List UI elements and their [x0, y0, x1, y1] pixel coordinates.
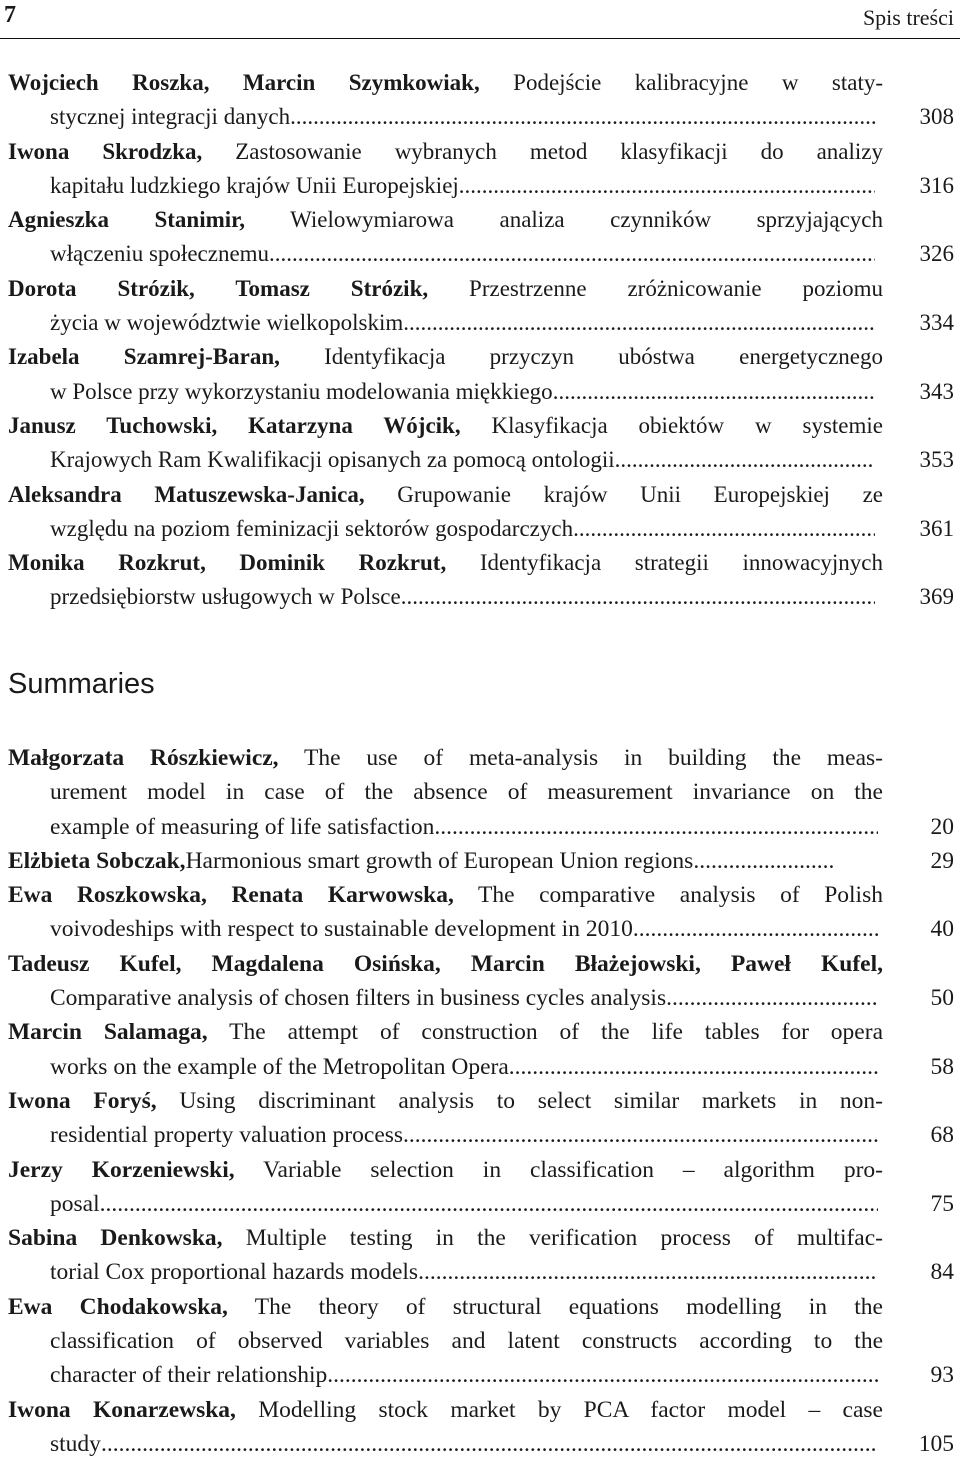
- dot-leader: [290, 100, 875, 134]
- dot-leader: [100, 1187, 878, 1221]
- dot-leader: [666, 981, 878, 1015]
- entry-first-line: [0, 947, 883, 981]
- entry-authors: Aleksandra Matuszewska-Janica,: [8, 481, 365, 507]
- toc-summaries-section: [0, 741, 960, 1461]
- entry-last-line: [0, 512, 875, 546]
- entry-authors: Janusz Tuchowski, Katarzyna Wójcik,: [8, 412, 461, 438]
- toc-entry[interactable]: [0, 741, 960, 844]
- entry-title-end: study: [50, 1430, 101, 1457]
- entry-last-line: [0, 237, 875, 271]
- entry-page-number: 75: [930, 1190, 954, 1217]
- dot-leader: [403, 306, 875, 340]
- entry-title: Zastosowanie wybranych metod klasyfikacji do analizy: [202, 138, 883, 164]
- entry-first-line: [0, 66, 883, 100]
- entry-title-end: Comparative analysis of chosen filters in business cycles analysis: [50, 985, 667, 1012]
- entry-first-line: [0, 135, 883, 169]
- entry-title: Klasyfikacja obiektów w systemie: [460, 412, 883, 438]
- entry-authors: Izabela Szamrej-Baran,: [8, 344, 280, 370]
- entry-authors: Tadeusz Kufel, Magdalena Osińska, Marcin Błażejowski, Paweł Kufel,: [8, 950, 883, 977]
- dot-leader: [269, 237, 875, 271]
- entry-authors: Agnieszka Stanimir,: [8, 207, 246, 233]
- entry-page-number: 20: [930, 813, 954, 840]
- dot-leader: [403, 1118, 878, 1152]
- entry-title: The use of meta-analysis in building the meas-: [278, 745, 883, 771]
- entry-last-line: [0, 1187, 878, 1221]
- toc-entry[interactable]: [0, 947, 960, 1016]
- entry-first-line: [0, 1290, 883, 1324]
- entry-page-number: 84: [930, 1259, 954, 1286]
- entry-page-number: 58: [930, 1053, 954, 1080]
- entry-title: Modelling stock market by PCA factor model – case: [235, 1396, 883, 1423]
- entry-authors: Ewa Chodakowska,: [8, 1293, 228, 1320]
- entry-first-line: [0, 741, 883, 775]
- entry-first-line: [0, 878, 883, 912]
- entry-title-end: voivodeships with respect to sustainable development in 2010: [50, 916, 633, 943]
- toc-entry[interactable]: [0, 478, 960, 547]
- dot-leader: [401, 580, 875, 614]
- entry-title-end: kapitału ludzkiego krajów Unii Europejskiej: [50, 172, 459, 198]
- entry-first-line: [0, 1393, 883, 1427]
- toc-entry[interactable]: [0, 1015, 960, 1084]
- dot-leader: [459, 169, 875, 203]
- page-number: 7: [4, 2, 16, 28]
- entry-page-number: 29: [930, 847, 954, 874]
- entry-title-end: Krajowych Ram Kwalifikacji opisanych za pomocą ontologii: [50, 447, 615, 473]
- entry-authors: Iwona Skrodzka,: [8, 138, 203, 164]
- entry-page-number: 93: [930, 1362, 954, 1389]
- entry-page-number: 68: [930, 1122, 954, 1149]
- dot-leader: [101, 1427, 878, 1461]
- entry-title: Using discriminant analysis to select similar markets in non-: [156, 1087, 883, 1114]
- entry-page-number: 343: [919, 378, 954, 404]
- entry-title-end: posal: [50, 1190, 100, 1217]
- toc-entry[interactable]: [0, 409, 960, 478]
- dot-leader: [573, 512, 875, 546]
- entry-title-end: residential property valuation process: [50, 1122, 404, 1149]
- entry-last-line: [0, 1050, 878, 1084]
- entry-last-line: [0, 1358, 878, 1392]
- entry-title: Grupowanie krajów Unii Europejskiej ze: [364, 481, 883, 507]
- toc-entry[interactable]: [0, 66, 960, 135]
- toc-entry[interactable]: [0, 1290, 960, 1393]
- entry-middle-line: classification of observed variables and latent constructs according to the: [50, 1328, 883, 1355]
- entry-page-number: 50: [930, 985, 954, 1012]
- entry-title-end: życia w województwie wielkopolskim: [50, 310, 404, 336]
- entry-last-line: [0, 844, 836, 878]
- entry-authors: Sabina Denkowska,: [8, 1225, 223, 1252]
- entry-last-line: [0, 443, 875, 477]
- entry-authors: Monika Rozkrut, Dominik Rozkrut,: [8, 550, 447, 576]
- entry-first-line: [0, 1221, 883, 1255]
- entry-page-number: 326: [919, 241, 954, 267]
- entry-last-line: [0, 810, 878, 844]
- entry-title-end: works on the example of the Metropolitan Opera: [50, 1053, 509, 1080]
- entry-page-number: 308: [919, 104, 954, 130]
- entry-last-line: [0, 100, 875, 134]
- entry-first-line: [0, 203, 883, 237]
- entry-page-number: 361: [919, 515, 954, 541]
- toc-entry[interactable]: [0, 340, 960, 409]
- entry-page-number: 334: [919, 310, 954, 336]
- entry-first-line: [0, 409, 883, 443]
- entry-page-number: 369: [919, 584, 954, 610]
- entry-first-line: [0, 272, 883, 306]
- entry-authors: Iwona Konarzewska,: [8, 1396, 236, 1423]
- entry-last-line: [0, 981, 878, 1015]
- toc-entry[interactable]: [0, 272, 960, 341]
- toc-entry[interactable]: [0, 1084, 960, 1153]
- toc-polish-section: [0, 66, 960, 615]
- entry-title: Harmonious smart growth of European Union regions: [185, 847, 694, 874]
- entry-authors: Dorota Strózik, Tomasz Strózik,: [8, 275, 429, 301]
- entry-title: Multiple testing in the verification process of multifac-: [222, 1225, 883, 1252]
- entry-last-line: [0, 1118, 878, 1152]
- entry-title: The comparative analysis of Polish: [453, 882, 883, 909]
- entry-last-line: [0, 169, 875, 203]
- toc-entry[interactable]: [0, 878, 960, 947]
- entry-title-end: torial Cox proportional hazards models: [50, 1259, 419, 1286]
- entry-title-end: stycznej integracji danych: [50, 104, 291, 130]
- entry-last-line: [0, 912, 878, 946]
- entry-page-number: 105: [918, 1430, 954, 1457]
- dot-leader: [327, 1358, 878, 1392]
- entry-title: Variable selection in classification – algorithm pro-: [234, 1156, 883, 1183]
- dot-leader: [693, 844, 836, 878]
- dot-leader: [509, 1050, 878, 1084]
- entry-authors: Elżbieta Sobczak,: [8, 847, 186, 874]
- entry-authors: Marcin Salamaga,: [8, 1019, 208, 1046]
- entry-last-line: [0, 1255, 878, 1289]
- entry-authors: Jerzy Korzeniewski,: [8, 1156, 235, 1183]
- toc-entry[interactable]: [0, 135, 960, 204]
- entry-last-line: [0, 1427, 878, 1461]
- entry-first-line: [0, 340, 883, 374]
- toc-entry[interactable]: [0, 546, 960, 615]
- entry-first-line: [0, 1015, 883, 1049]
- dot-leader: [418, 1255, 878, 1289]
- entry-title-end: example of measuring of life satisfaction: [50, 813, 435, 840]
- entry-title: Identyfikacja przyczyn ubóstwa energetycznego: [279, 344, 883, 370]
- toc-entry[interactable]: [0, 844, 960, 878]
- entry-title: Identyfikacja strategii innowacyjnych: [446, 550, 883, 576]
- entry-first-line: [0, 1153, 883, 1187]
- running-title: Spis treści: [862, 5, 954, 30]
- dot-leader: [633, 912, 878, 946]
- entry-title: Przestrzenne zróżnicowanie poziomu: [428, 275, 883, 301]
- entry-last-line: [0, 580, 875, 614]
- entry-page-number: 40: [930, 916, 954, 943]
- entry-authors: Ewa Roszkowska, Renata Karwowska,: [8, 882, 454, 909]
- entry-title: Wielowymiarowa analiza czynników sprzyjających: [245, 207, 883, 233]
- toc-entry[interactable]: [0, 1393, 960, 1462]
- entry-title-end: character of their relationship: [50, 1362, 328, 1389]
- entry-middle-line: urement model in case of the absence of measurement invariance on the: [50, 779, 883, 806]
- entry-authors: Małgorzata Rószkiewicz,: [8, 745, 279, 771]
- section-heading-summaries: Summaries: [8, 668, 155, 700]
- entry-title-end: włączeniu społecznemu: [50, 241, 270, 267]
- entry-title-end: względu na poziom feminizacji sektorów gospodarczych: [50, 515, 574, 541]
- page-header: [0, 0, 960, 39]
- dot-leader: [434, 810, 878, 844]
- entry-authors: Iwona Foryś,: [8, 1087, 157, 1114]
- toc-entry[interactable]: [0, 1221, 960, 1290]
- entry-title: The theory of structural equations modelling in the: [227, 1293, 883, 1320]
- entry-title-end: w Polsce przy wykorzystaniu modelowania miękkiego: [50, 378, 553, 404]
- toc-entry[interactable]: [0, 1153, 960, 1222]
- entry-first-line: [0, 546, 883, 580]
- entry-title: The attempt of construction of the life tables for opera: [207, 1019, 883, 1046]
- entry-last-line: [0, 306, 875, 340]
- entry-authors: Wojciech Roszka, Marcin Szymkowiak,: [8, 70, 480, 95]
- dot-leader: [553, 375, 875, 409]
- dot-leader: [615, 443, 875, 477]
- entry-page-number: 316: [919, 172, 954, 198]
- entry-last-line: [0, 375, 875, 409]
- entry-first-line: [0, 478, 883, 512]
- entry-page-number: 353: [919, 447, 954, 473]
- toc-entry[interactable]: [0, 203, 960, 272]
- entry-first-line: [0, 1084, 883, 1118]
- entry-title: Podejście kalibracyjne w staty-: [479, 70, 883, 95]
- entry-title-end: przedsiębiorstw usługowych w Polsce: [50, 584, 401, 610]
